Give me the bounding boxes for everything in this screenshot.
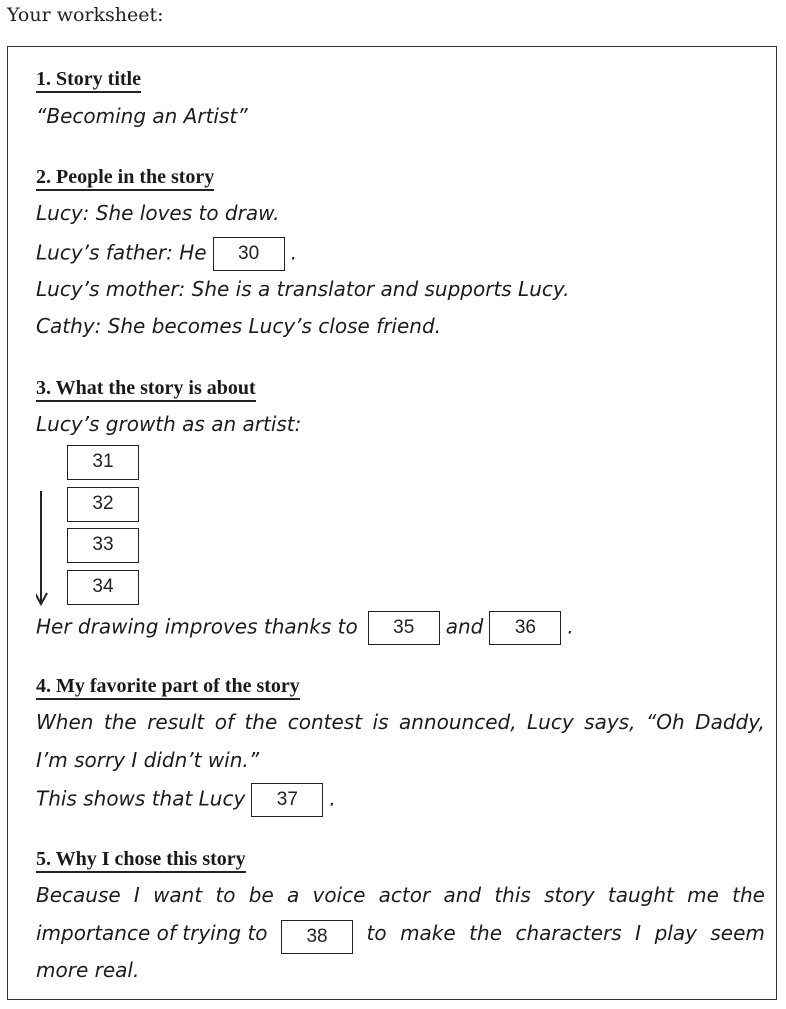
improves-line (36, 611, 574, 645)
answer-box-37[interactable]: 37 (251, 783, 323, 817)
person-father (36, 237, 297, 271)
word: of (214, 710, 234, 734)
worksheet-caption: Your worksheet: (7, 4, 164, 26)
answer-box-34[interactable]: 34 (67, 570, 139, 605)
answer-box-35[interactable]: 35 (368, 611, 440, 645)
word: I (133, 883, 140, 907)
word: seem (710, 921, 765, 945)
improves-prefix: Her drawing improves thanks to (36, 614, 358, 639)
word: contest (287, 710, 363, 734)
worksheet-panel (7, 46, 777, 1000)
story-title: “Becoming an Artist” (36, 104, 248, 128)
word: result (147, 710, 205, 734)
word: characters (515, 921, 622, 945)
word: taught (607, 883, 674, 907)
word: I (635, 921, 642, 945)
person-mother: Lucy’s mother: She is a translator and supports Lucy. (36, 277, 570, 301)
word: want (153, 883, 203, 907)
word: Because (36, 883, 121, 907)
word: Lucy (527, 710, 574, 734)
word: the (244, 710, 278, 734)
answer-box-36[interactable]: 36 (489, 611, 561, 645)
word: story (544, 883, 595, 907)
shows-line (36, 783, 336, 817)
word: actor (378, 883, 431, 907)
word: to (215, 883, 236, 907)
word: a (286, 883, 300, 907)
improves-and: and (445, 614, 484, 639)
word: play (654, 921, 697, 945)
section-4-heading: 4. My favorite part of the story (36, 675, 300, 700)
person-lucy: Lucy: She loves to draw. (36, 201, 280, 225)
word: be (248, 883, 274, 907)
father-prefix: Lucy’s father: He (36, 240, 207, 265)
favorite-line-2: I’m sorry I didn’t win.” (36, 748, 260, 772)
word: says, (584, 710, 636, 734)
shows-prefix: This shows that Lucy (36, 786, 246, 811)
growth-intro: Lucy’s growth as an artist: (36, 412, 302, 436)
person-cathy: Cathy: She becomes Lucy’s close friend. (36, 314, 442, 338)
word: and (443, 883, 482, 907)
reason-line-3: more real. (36, 958, 140, 982)
section-1-heading: 1. Story title (36, 68, 141, 93)
section-2-heading: 2. People in the story (36, 166, 214, 191)
answer-box-30[interactable]: 30 (213, 237, 285, 271)
improves-suffix: . (567, 614, 574, 639)
word: “Oh (645, 710, 685, 734)
reason-line-2 (36, 920, 765, 954)
favorite-line-1 (36, 709, 765, 735)
answer-box-33[interactable]: 33 (67, 528, 139, 563)
word: Daddy, (695, 710, 765, 734)
section-5-heading: 5. Why I chose this story (36, 848, 246, 873)
answer-box-31[interactable]: 31 (67, 445, 139, 480)
word: the (732, 883, 765, 907)
word: When (36, 710, 94, 734)
answer-box-38[interactable]: 38 (281, 920, 353, 954)
word: voice (312, 883, 366, 907)
shows-suffix: . (329, 786, 336, 811)
word: this (494, 883, 531, 907)
answer-box-32[interactable]: 32 (67, 487, 139, 522)
section-3-heading: 3. What the story is about (36, 377, 256, 402)
word: me (687, 883, 719, 907)
reason-line-1 (36, 882, 765, 908)
reason-line-2-prefix: importance of trying to (36, 921, 268, 945)
down-arrow-icon (36, 491, 60, 607)
word: announced, (399, 710, 517, 734)
word: the (469, 921, 502, 945)
word: the (103, 710, 137, 734)
word: make (400, 921, 456, 945)
father-suffix: . (290, 240, 297, 265)
word: is (372, 710, 389, 734)
word: to (366, 921, 387, 945)
